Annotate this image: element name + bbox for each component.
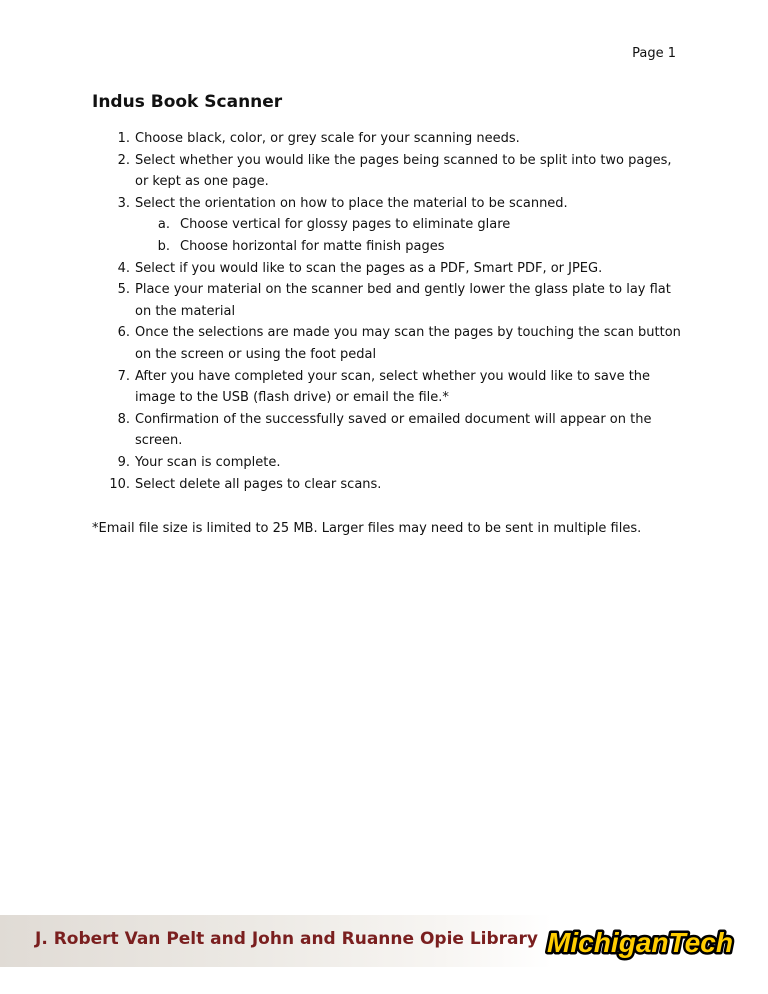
logo-wordmark: MichiganTech <box>547 927 733 958</box>
sub-list-item <box>92 214 682 236</box>
substep-letter: b. <box>157 238 170 254</box>
step-number: 1. <box>117 131 130 146</box>
list-item <box>92 452 682 474</box>
step-number: 7. <box>117 368 130 384</box>
step-number: 2. <box>117 152 130 168</box>
step-text: Confirmation of the successfully saved or emailed document will appear on the screen. <box>135 411 652 449</box>
step-text: Select delete all pages to clear scans. <box>135 476 382 492</box>
list-item <box>92 150 682 193</box>
step-text: Select if you would like to scan the pages as a PDF, Smart PDF, or JPEG. <box>135 260 603 276</box>
step-text: After you have completed your scan, select whether you would like to save the image to the USB (flash drive) or email the file.* <box>135 368 651 406</box>
list-item <box>92 366 682 409</box>
instruction-list <box>92 128 682 495</box>
step-number: 3. <box>117 195 130 211</box>
list-item <box>92 322 682 365</box>
list-item <box>92 193 682 215</box>
sub-list-item <box>92 236 682 258</box>
sub-instruction-list <box>92 214 682 257</box>
step-text: Once the selections are made you may scan the pages by touching the scan button on the screen or using the foot pedal <box>135 325 681 362</box>
step-text: Select the orientation on how to place the material to be scanned. <box>135 195 568 211</box>
step-text: Place your material on the scanner bed and gently lower the glass plate to lay flat on the material <box>135 282 671 319</box>
substep-letter: a. <box>157 217 170 233</box>
step-number: 8. <box>117 411 130 427</box>
list-item <box>92 409 682 452</box>
step-text: Select whether you would like the pages being scanned to be split into two pages, or kept as one page. <box>135 152 672 190</box>
page-number: Page 1 <box>632 46 676 61</box>
footnote: *Email file size is limited to 25 MB. Larger files may need to be sent in multiple files. <box>92 521 642 536</box>
list-item <box>92 474 682 496</box>
list-item <box>92 258 682 280</box>
substep-text: Choose vertical for glossy pages to eliminate glare <box>180 217 511 233</box>
step-number: 10. <box>109 476 130 492</box>
step-number: 5. <box>117 282 130 298</box>
sublist-container <box>92 214 682 257</box>
document-title: Indus Book Scanner <box>92 92 283 112</box>
list-item <box>92 128 682 150</box>
step-text: Choose black, color, or grey scale for your scanning needs. <box>135 131 520 146</box>
step-number: 6. <box>117 325 130 341</box>
library-name: J. Robert Van Pelt and John and Ruanne Opie Library <box>35 929 538 949</box>
list-item <box>92 279 682 322</box>
michigan-tech-logo <box>544 922 736 962</box>
substep-text: Choose horizontal for matte finish pages <box>180 238 445 254</box>
step-text: Your scan is complete. <box>135 454 281 470</box>
step-number: 9. <box>117 454 130 470</box>
step-number: 4. <box>117 260 130 276</box>
